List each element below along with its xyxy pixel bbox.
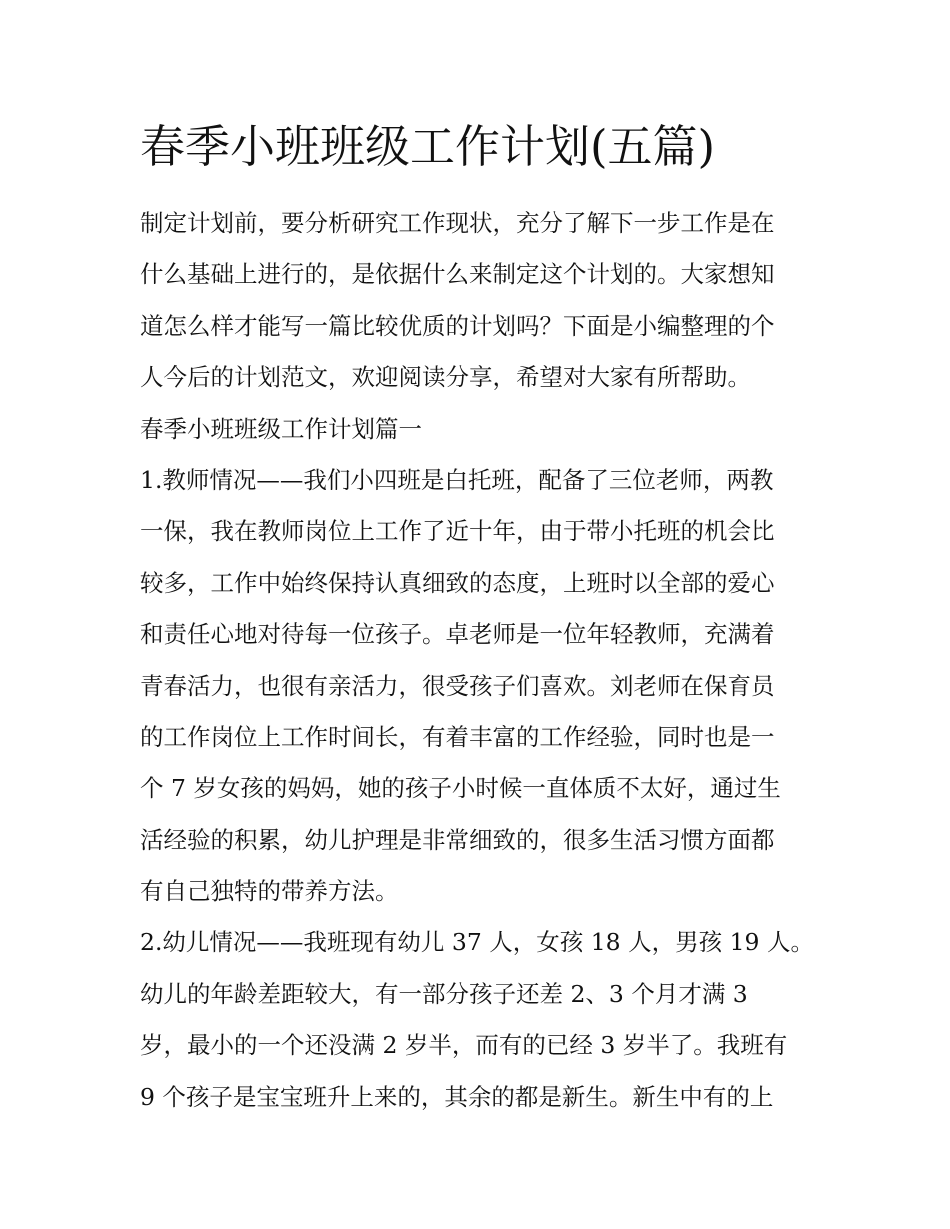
- body-line: 的工作岗位上工作时间长，有着丰富的工作经验，同时也是一: [140, 722, 775, 751]
- body-line: 幼儿的年龄差距较大，有一部分孩子还差 2、3 个月才满 3: [140, 979, 748, 1008]
- body-line: 岁，最小的一个还没满 2 岁半，而有的已经 3 岁半了。我班有: [140, 1031, 788, 1060]
- document-title: 春季小班班级工作计划(五篇): [140, 120, 716, 173]
- body-line: 1.教师情况——我们小四班是白托班，配备了三位老师，两教: [140, 465, 774, 494]
- body-line: 较多，工作中始终保持认真细致的态度，上班时以全部的爱心: [140, 568, 775, 597]
- body-line: 个 7 岁女孩的妈妈，她的孩子小时候一直体质不太好，通过生: [140, 774, 781, 803]
- body-line: 青春活力，也很有亲活力，很受孩子们喜欢。刘老师在保育员: [140, 671, 775, 700]
- body-line: 活经验的积累，幼儿护理是非常细致的，很多生活习惯方面都: [140, 825, 775, 854]
- body-line: 2.幼儿情况——我班现有幼儿 37 人，女孩 18 人，男孩 19 人。: [140, 928, 814, 957]
- body-line: 一保，我在教师岗位上工作了近十年，由于带小托班的机会比: [140, 517, 775, 546]
- body-line: 和责任心地对待每一位孩子。卓老师是一位年轻教师，充满着: [140, 620, 775, 649]
- body-line: 道怎么样才能写一篇比较优质的计划吗？下面是小编整理的个: [140, 311, 775, 340]
- body-line: 制定计划前，要分析研究工作现状，充分了解下一步工作是在: [140, 209, 775, 237]
- section-heading: 春季小班班级工作计划篇一: [140, 414, 422, 443]
- body-line: 人今后的计划范文，欢迎阅读分享，希望对大家有所帮助。: [140, 363, 751, 392]
- body-line: 什么基础上进行的，是依据什么来制定这个计划的。大家想知: [140, 260, 775, 289]
- document-body: [140, 198, 820, 1123]
- body-line: 有自己独特的带养方法。: [140, 877, 399, 906]
- body-line: 9 个孩子是宝宝班升上来的，其余的都是新生。新生中有的上: [140, 1082, 774, 1111]
